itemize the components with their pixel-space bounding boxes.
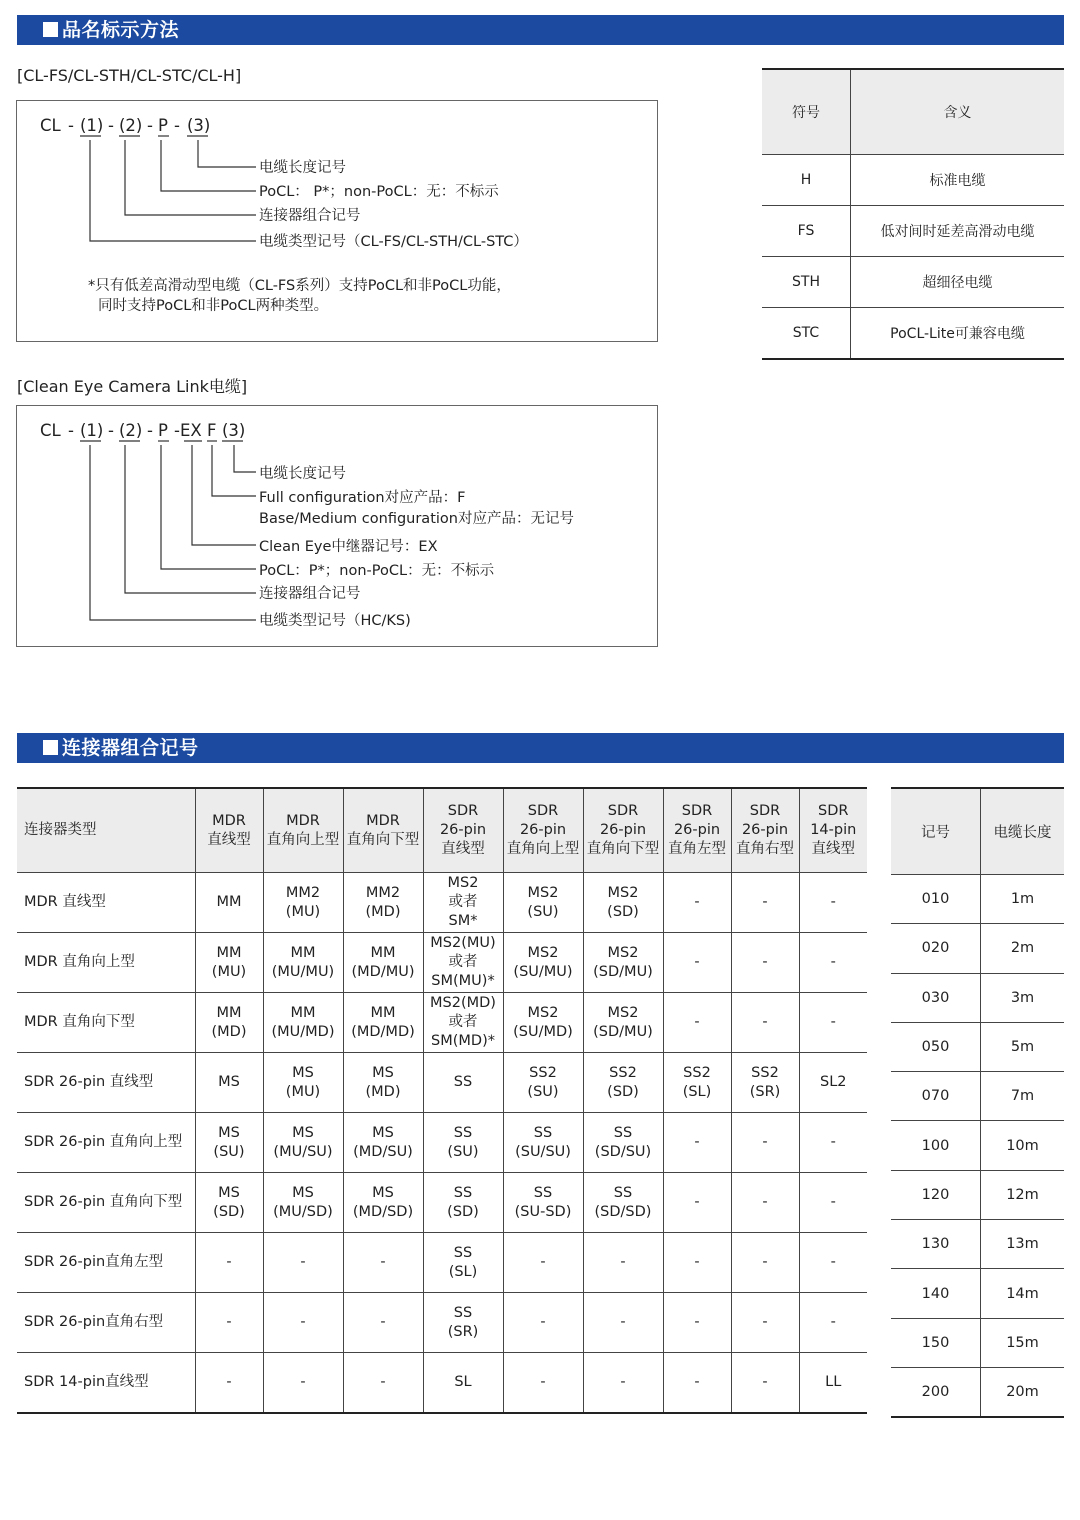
symbol-cell: STC: [762, 308, 851, 360]
table-row: [17, 1173, 867, 1233]
formula-dash: -: [108, 116, 114, 135]
formula-p2: (2): [119, 116, 143, 135]
legend-pocl: PoCL：P*；non-PoCL：无：不标示: [259, 563, 495, 579]
code-cell: MM (MU/MU): [263, 933, 343, 993]
header-cell: SDR 26-pin 直角右型: [731, 788, 799, 873]
formula-dash: -: [147, 421, 153, 440]
header-cell: MDR 直角向上型: [263, 788, 343, 873]
length-value-cell: 15m: [981, 1318, 1065, 1367]
table-row: [891, 1269, 1064, 1318]
length-code-cell: 120: [891, 1170, 981, 1219]
length-value-cell: 12m: [981, 1170, 1065, 1219]
code-cell: MM: [195, 873, 263, 933]
code-cell: -: [663, 1173, 731, 1233]
formula-p2: (2): [119, 421, 143, 440]
code-cell: MS2 (SU): [503, 873, 583, 933]
header-cell: MDR 直角向下型: [343, 788, 423, 873]
code-cell: SS (SR): [423, 1293, 503, 1353]
table-row: [17, 993, 867, 1053]
formula-dash: -: [68, 116, 74, 135]
length-value-cell: 5m: [981, 1022, 1065, 1071]
table-row: [17, 1293, 867, 1353]
meaning-cell: 低对间时延差高滑动电缆: [851, 206, 1065, 257]
table-header-row: [17, 788, 867, 873]
table-row: [891, 1220, 1064, 1269]
code-cell: -: [799, 993, 867, 1053]
legend-base-medium-config: Base/Medium configuration对应产品：无记号: [259, 511, 574, 527]
section-header-connector: [17, 733, 1064, 763]
section-title: 品名标示方法: [62, 19, 180, 41]
code-cell: MS (MD): [343, 1053, 423, 1113]
code-cell: MM2 (MD): [343, 873, 423, 933]
code-cell: MM (MD/MU): [343, 933, 423, 993]
symbol-cell: STH: [762, 257, 851, 308]
length-value-cell: 13m: [981, 1220, 1065, 1269]
table-row: [17, 1113, 867, 1173]
length-code-cell: 140: [891, 1269, 981, 1318]
code-cell: SS (SU-SD): [503, 1173, 583, 1233]
row-label-cell: MDR 直角向上型: [17, 933, 195, 993]
formula-dash: -: [147, 116, 153, 135]
code-cell: MS2 或者 SM*: [423, 873, 503, 933]
length-value-cell: 3m: [981, 973, 1065, 1022]
code-cell: -: [503, 1233, 583, 1293]
length-code-cell: 010: [891, 875, 981, 924]
code-cell: -: [799, 1173, 867, 1233]
length-code-cell: 130: [891, 1220, 981, 1269]
table-row: [891, 1170, 1064, 1219]
square-bullet-icon: [43, 740, 58, 755]
legend-connector: 连接器组合记号: [259, 586, 361, 602]
code-cell: -: [343, 1293, 423, 1353]
row-label-cell: SDR 26-pin直角右型: [17, 1293, 195, 1353]
code-cell: -: [731, 1113, 799, 1173]
table-header-row: [762, 69, 1064, 155]
legend-length: 电缆长度记号: [259, 466, 346, 482]
length-code-cell: 150: [891, 1318, 981, 1367]
code-cell: LL: [799, 1353, 867, 1414]
code-cell: -: [731, 1173, 799, 1233]
code-cell: -: [731, 1353, 799, 1414]
formula-f: F: [207, 421, 217, 440]
table-row: [891, 1121, 1064, 1170]
table-row: [762, 155, 1064, 206]
code-cell: -: [583, 1293, 663, 1353]
header-cell: MDR 直线型: [195, 788, 263, 873]
legend-length: 电缆长度记号: [259, 160, 346, 176]
table-row: [891, 1072, 1064, 1121]
code-cell: -: [343, 1353, 423, 1414]
code-cell: -: [799, 1113, 867, 1173]
code-cell: SS2 (SU): [503, 1053, 583, 1113]
table-row: [17, 1233, 867, 1293]
formula-p: P: [158, 421, 168, 440]
code-cell: MS (SD): [195, 1173, 263, 1233]
code-cell: -: [731, 933, 799, 993]
block1-diagram: [16, 100, 658, 342]
table-row: [891, 1318, 1064, 1367]
meaning-cell: PoCL-Lite可兼容电缆: [851, 308, 1065, 360]
code-cell: MS2(MD) 或者 SM(MD)*: [423, 993, 503, 1053]
code-cell: -: [663, 1293, 731, 1353]
note-line-2: 同时支持PoCL和非PoCL两种类型。: [98, 298, 329, 314]
formula-cl: CL: [40, 116, 61, 135]
length-value-cell: 10m: [981, 1121, 1065, 1170]
code-cell: MS (MD/SU): [343, 1113, 423, 1173]
row-label-cell: SDR 26-pin直角左型: [17, 1233, 195, 1293]
header-cell: SDR 26-pin 直线型: [423, 788, 503, 873]
section-header-naming: [17, 15, 1064, 45]
code-cell: -: [731, 1233, 799, 1293]
code-cell: -: [731, 873, 799, 933]
code-cell: -: [195, 1293, 263, 1353]
code-cell: -: [731, 993, 799, 1053]
code-cell: MS (MD/SD): [343, 1173, 423, 1233]
header-symbol: 符号: [762, 69, 851, 155]
length-code-cell: 070: [891, 1072, 981, 1121]
code-cell: SS (SL): [423, 1233, 503, 1293]
code-cell: SS (SD/SU): [583, 1113, 663, 1173]
table-row: [762, 206, 1064, 257]
legend-full-config: Full configuration对应产品：F: [259, 490, 466, 506]
code-cell: -: [663, 1113, 731, 1173]
symbol-table: [762, 68, 1064, 360]
section-title: 连接器组合记号: [62, 737, 199, 759]
code-cell: -: [663, 1353, 731, 1414]
header-cell: SDR 14-pin 直线型: [799, 788, 867, 873]
code-cell: -: [503, 1293, 583, 1353]
symbol-cell: H: [762, 155, 851, 206]
legend-cable-type: 电缆类型记号（HC/KS): [259, 613, 411, 629]
table-row: [891, 924, 1064, 973]
length-code-cell: 030: [891, 973, 981, 1022]
length-code-cell: 100: [891, 1121, 981, 1170]
code-cell: -: [195, 1233, 263, 1293]
meaning-cell: 超细径电缆: [851, 257, 1065, 308]
meaning-cell: 标准电缆: [851, 155, 1065, 206]
header-cell: 连接器类型: [17, 788, 195, 873]
length-table: [891, 787, 1064, 1418]
formula-p: P: [158, 116, 168, 135]
formula-dash: -: [68, 421, 74, 440]
code-cell: -: [799, 1233, 867, 1293]
header-cell: SDR 26-pin 直角向上型: [503, 788, 583, 873]
row-label-cell: MDR 直线型: [17, 873, 195, 933]
legend-cable-type: 电缆类型记号（CL-FS/CL-STH/CL-STC）: [259, 234, 528, 250]
length-value-cell: 1m: [981, 875, 1065, 924]
code-cell: MM2 (MU): [263, 873, 343, 933]
code-cell: SS2 (SD): [583, 1053, 663, 1113]
code-cell: MM (MU/MD): [263, 993, 343, 1053]
note-line-1: *只有低差高滑动型电缆（CL-FS系列）支持PoCL和非PoCL功能，: [88, 278, 511, 294]
code-cell: -: [583, 1233, 663, 1293]
code-cell: MM (MU): [195, 933, 263, 993]
code-cell: -: [663, 1233, 731, 1293]
code-cell: MS (MU): [263, 1053, 343, 1113]
table-row: [762, 257, 1064, 308]
code-cell: SL: [423, 1353, 503, 1414]
code-cell: SS2 (SR): [731, 1053, 799, 1113]
table-row: [891, 1022, 1064, 1071]
code-cell: MS2 (SD/MU): [583, 993, 663, 1053]
block1-label: [CL-FS/CL-STH/CL-STC/CL-H]: [17, 66, 242, 85]
code-cell: -: [663, 873, 731, 933]
code-cell: SS (SU): [423, 1113, 503, 1173]
code-cell: SS: [423, 1053, 503, 1113]
header-cell: SDR 26-pin 直角左型: [663, 788, 731, 873]
table-row: [891, 875, 1064, 924]
formula-p3: (3): [187, 116, 211, 135]
length-code-cell: 050: [891, 1022, 981, 1071]
code-cell: MS2 (SU/MD): [503, 993, 583, 1053]
length-value-cell: 14m: [981, 1269, 1065, 1318]
row-label-cell: SDR 14-pin直线型: [17, 1353, 195, 1414]
table-row: [17, 933, 867, 993]
table-row: [17, 1053, 867, 1113]
row-label-cell: SDR 26-pin 直角向上型: [17, 1113, 195, 1173]
code-cell: -: [263, 1293, 343, 1353]
header-code: 记号: [891, 788, 981, 875]
formula-p3: (3): [222, 421, 246, 440]
code-cell: MS: [195, 1053, 263, 1113]
row-label-cell: SDR 26-pin 直线型: [17, 1053, 195, 1113]
code-cell: MS2 (SU/MU): [503, 933, 583, 993]
code-cell: -: [583, 1353, 663, 1414]
code-cell: MS2 (SD/MU): [583, 933, 663, 993]
length-code-cell: 200: [891, 1367, 981, 1417]
header-cell: SDR 26-pin 直角向下型: [583, 788, 663, 873]
block2-diagram: [16, 405, 658, 647]
table-row: [17, 1353, 867, 1414]
row-label-cell: MDR 直角向下型: [17, 993, 195, 1053]
formula-p1: (1): [80, 421, 104, 440]
header-length: 电缆长度: [981, 788, 1065, 875]
code-cell: -: [799, 873, 867, 933]
header-meaning: 含义: [851, 69, 1065, 155]
length-code-cell: 020: [891, 924, 981, 973]
code-cell: MM (MD): [195, 993, 263, 1053]
block2-label: [Clean Eye Camera Link电缆]: [17, 377, 248, 396]
length-value-cell: 20m: [981, 1367, 1065, 1417]
formula-dash: -: [108, 421, 114, 440]
formula-ex: -EX: [174, 421, 202, 440]
code-cell: -: [195, 1353, 263, 1414]
code-cell: MS2 (SD): [583, 873, 663, 933]
code-cell: SS (SD/SD): [583, 1173, 663, 1233]
code-cell: -: [503, 1353, 583, 1414]
legend-clean-eye: Clean Eye中继器记号：EX: [259, 539, 438, 555]
code-cell: SS2 (SL): [663, 1053, 731, 1113]
row-label-cell: SDR 26-pin 直角向下型: [17, 1173, 195, 1233]
code-cell: -: [663, 993, 731, 1053]
length-value-cell: 7m: [981, 1072, 1065, 1121]
code-cell: -: [731, 1293, 799, 1353]
code-cell: -: [263, 1353, 343, 1414]
code-cell: -: [799, 933, 867, 993]
formula-dash: -: [174, 116, 180, 135]
table-row: [891, 973, 1064, 1022]
symbol-cell: FS: [762, 206, 851, 257]
code-cell: SS (SD): [423, 1173, 503, 1233]
code-cell: MS (SU): [195, 1113, 263, 1173]
table-row: [17, 873, 867, 933]
code-cell: MM (MD/MD): [343, 993, 423, 1053]
formula-cl: CL: [40, 421, 61, 440]
code-cell: -: [263, 1233, 343, 1293]
connector-table: [17, 787, 867, 1414]
code-cell: MS (MU/SU): [263, 1113, 343, 1173]
code-cell: -: [343, 1233, 423, 1293]
legend-pocl: PoCL： P*；non-PoCL：无：不标示: [259, 184, 499, 200]
table-row: [762, 308, 1064, 360]
code-cell: -: [799, 1293, 867, 1353]
code-cell: SS (SU/SU): [503, 1113, 583, 1173]
table-row: [891, 1367, 1064, 1417]
code-cell: MS2(MU) 或者 SM(MU)*: [423, 933, 503, 993]
formula-p1: (1): [80, 116, 104, 135]
code-cell: -: [663, 933, 731, 993]
code-cell: MS (MU/SD): [263, 1173, 343, 1233]
legend-connector: 连接器组合记号: [259, 208, 361, 224]
length-value-cell: 2m: [981, 924, 1065, 973]
table-header-row: [891, 788, 1064, 875]
code-cell: SL2: [799, 1053, 867, 1113]
square-bullet-icon: [43, 22, 58, 37]
